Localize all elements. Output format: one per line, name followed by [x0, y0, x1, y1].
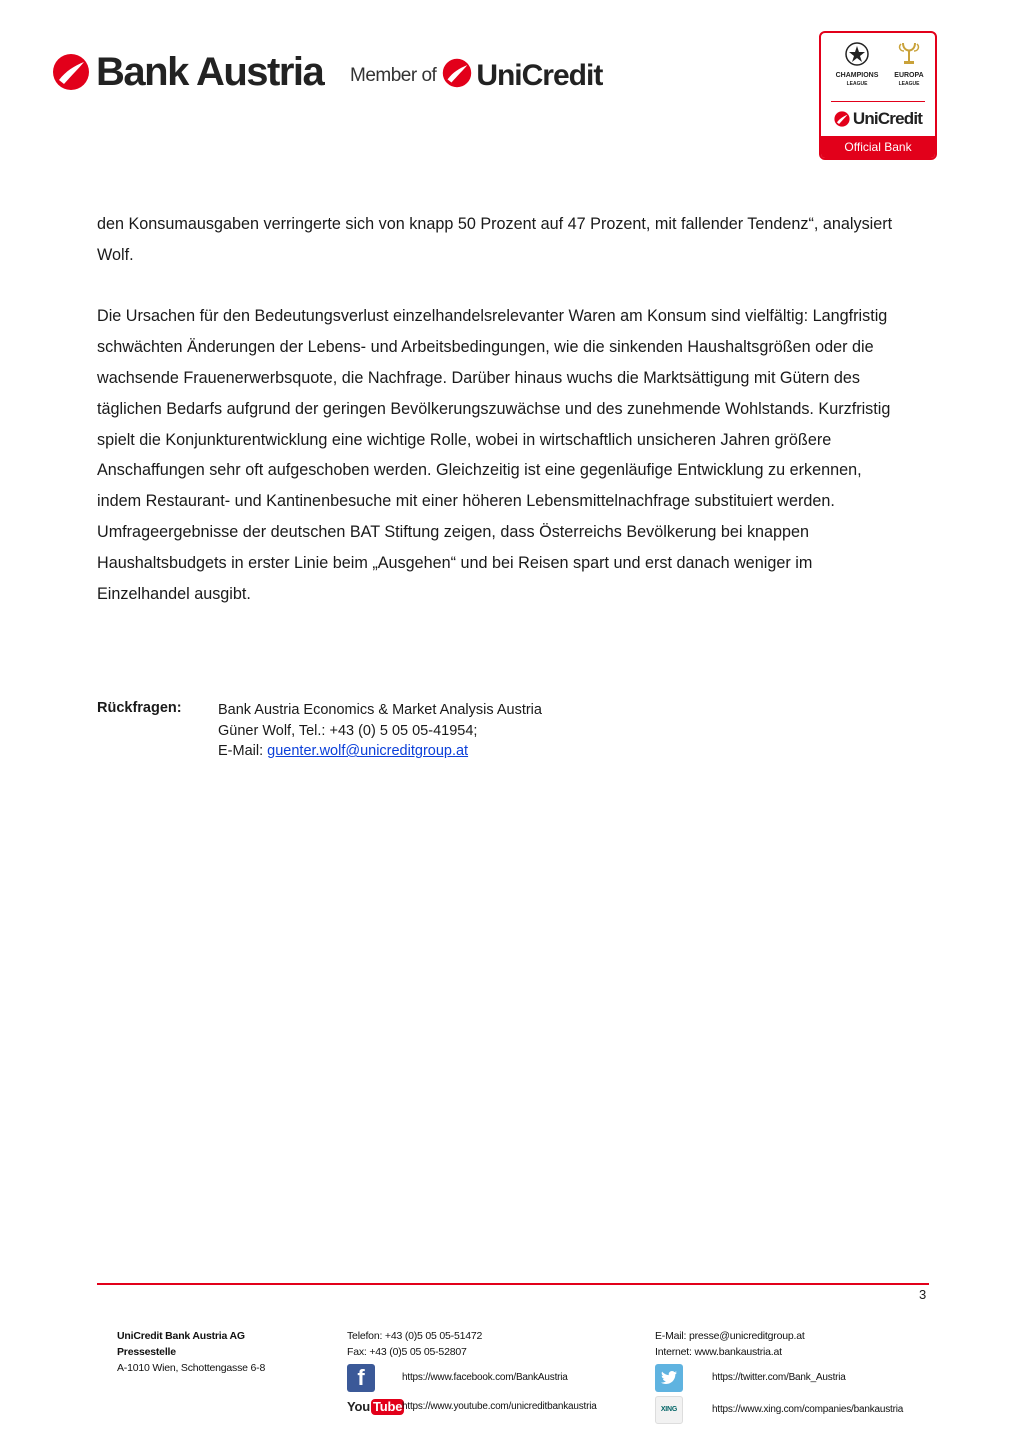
trophy-icon: [897, 41, 921, 67]
contact-email-label: E-Mail:: [218, 743, 268, 759]
youtube-row[interactable]: [347, 1396, 597, 1418]
member-of-label: Member of: [350, 64, 437, 86]
facebook-link[interactable]: https://www.facebook.com/BankAustria: [402, 1372, 568, 1383]
contact-details: [218, 700, 542, 762]
el-line-2: LEAGUE: [898, 81, 920, 87]
footer-phone: Telefon: +43 (0)5 05 05-51472: [347, 1330, 483, 1342]
member-of-unicredit: [350, 58, 602, 93]
xing-link[interactable]: https://www.xing.com/companies/bankaustria: [712, 1404, 904, 1415]
footer-company-block: [117, 1328, 265, 1376]
contact-department: Bank Austria Economics & Market Analysis Austria: [218, 702, 542, 718]
unicredit-mark-icon: [52, 53, 90, 91]
footer-email: E-Mail: presse@unicreditgroup.at: [655, 1330, 805, 1342]
official-bank-badge: [819, 31, 937, 160]
unicredit-wordmark: UniCredit: [476, 58, 603, 92]
cl-line-1: CHAMPIONS: [835, 72, 879, 79]
contact-email-row: [218, 741, 542, 762]
europa-league-logo: [887, 41, 931, 88]
paragraph-2: Die Ursachen für den Bedeutungsverlust einzelhandelsrelevanter Waren am Konsum sind vielfältig: Langfristig schwächten Änderungen der Lebens- und Arbeitsbedingungen, wie die sinkenden Haushaltsgrößen oder die wachsende Frauenerwerbsquote, die Nachfrage. Darüber hinaus wuchs die Marktsättigung mit Gütern des täglichen Bedarfs aufgrund der geringen Bevölkerungszuwächse und des zunehmende Wohlstands. Kurzfristig spielt die Konjunkturentwicklung eine wichtige Rolle, wobei in wirtschaftlich unsicheren Jahren größere Anschaffungen sehr oft aufgeschoben werden. Gleichzeitig ist eine gegenläufige Entwicklung zu erkennen, indem Restaurant- und Kantinenbesuche mit einer höheren Lebensmittelnachfrage substituiert werden. Umfrageergebnisse der deutschen BAT Stiftung zeigen, dass Österreichs Bevölkerung bei knappen Haushaltsbudgets in erster Linie beim „Ausgehen“ und bei Reisen spart und erst danach weniger im Einzelhandel ausgibt.: [97, 307, 891, 603]
bank-austria-wordmark: Bank Austria: [96, 50, 324, 94]
footer-internet: Internet: www.bankaustria.at: [655, 1346, 782, 1358]
page-number: 3: [919, 1287, 927, 1302]
champions-league-logo: [829, 41, 885, 88]
youtube-link[interactable]: https://www.youtube.com/unicreditbankaustria: [402, 1401, 597, 1412]
xing-icon[interactable]: XING: [655, 1396, 683, 1424]
badge-divider: [831, 101, 925, 102]
youtube-you: You: [347, 1399, 370, 1414]
cl-line-2: LEAGUE: [846, 81, 868, 87]
youtube-icon[interactable]: [347, 1396, 403, 1418]
bank-austria-logo: [52, 50, 323, 94]
unicredit-mark-icon: [442, 58, 472, 93]
el-line-1: EUROPA: [894, 72, 924, 79]
twitter-row[interactable]: [655, 1364, 903, 1392]
footer-address: A-1010 Wien, Schottengasse 6-8: [117, 1362, 266, 1374]
starball-icon: [844, 41, 870, 67]
footer-company: UniCredit Bank Austria AG: [117, 1330, 245, 1342]
badge-official-bank: Official Bank: [821, 136, 935, 158]
footer-department: Pressestelle: [117, 1346, 176, 1358]
footer-rule: [97, 1283, 929, 1285]
unicredit-mark-icon: [834, 111, 850, 127]
contact-label: Rückfragen:: [97, 700, 182, 716]
badge-unicredit-wordmark: UniCredit: [852, 109, 923, 128]
contact-email-link[interactable]: guenter.wolf@unicreditgroup.at: [267, 743, 469, 759]
footer-fax: Fax: +43 (0)5 05 05-52807: [347, 1346, 467, 1358]
facebook-icon[interactable]: f: [347, 1364, 375, 1392]
paragraph-1: den Konsumausgaben verringerte sich von knapp 50 Prozent auf 47 Prozent, mit fallender Tendenz“, analysiert Wolf.: [97, 215, 893, 264]
footer-contact-block: [655, 1328, 903, 1424]
youtube-tube: Tube: [373, 1399, 403, 1414]
footer-phone-block: [347, 1328, 597, 1418]
badge-unicredit: [821, 109, 935, 129]
contact-person: Güner Wolf, Tel.: +43 (0) 5 05 05-41954;: [218, 722, 478, 739]
facebook-row[interactable]: [347, 1364, 597, 1392]
body-text: [97, 209, 897, 609]
twitter-icon[interactable]: [655, 1364, 683, 1392]
twitter-link[interactable]: https://twitter.com/Bank_Austria: [712, 1372, 846, 1383]
xing-row[interactable]: [655, 1396, 903, 1424]
